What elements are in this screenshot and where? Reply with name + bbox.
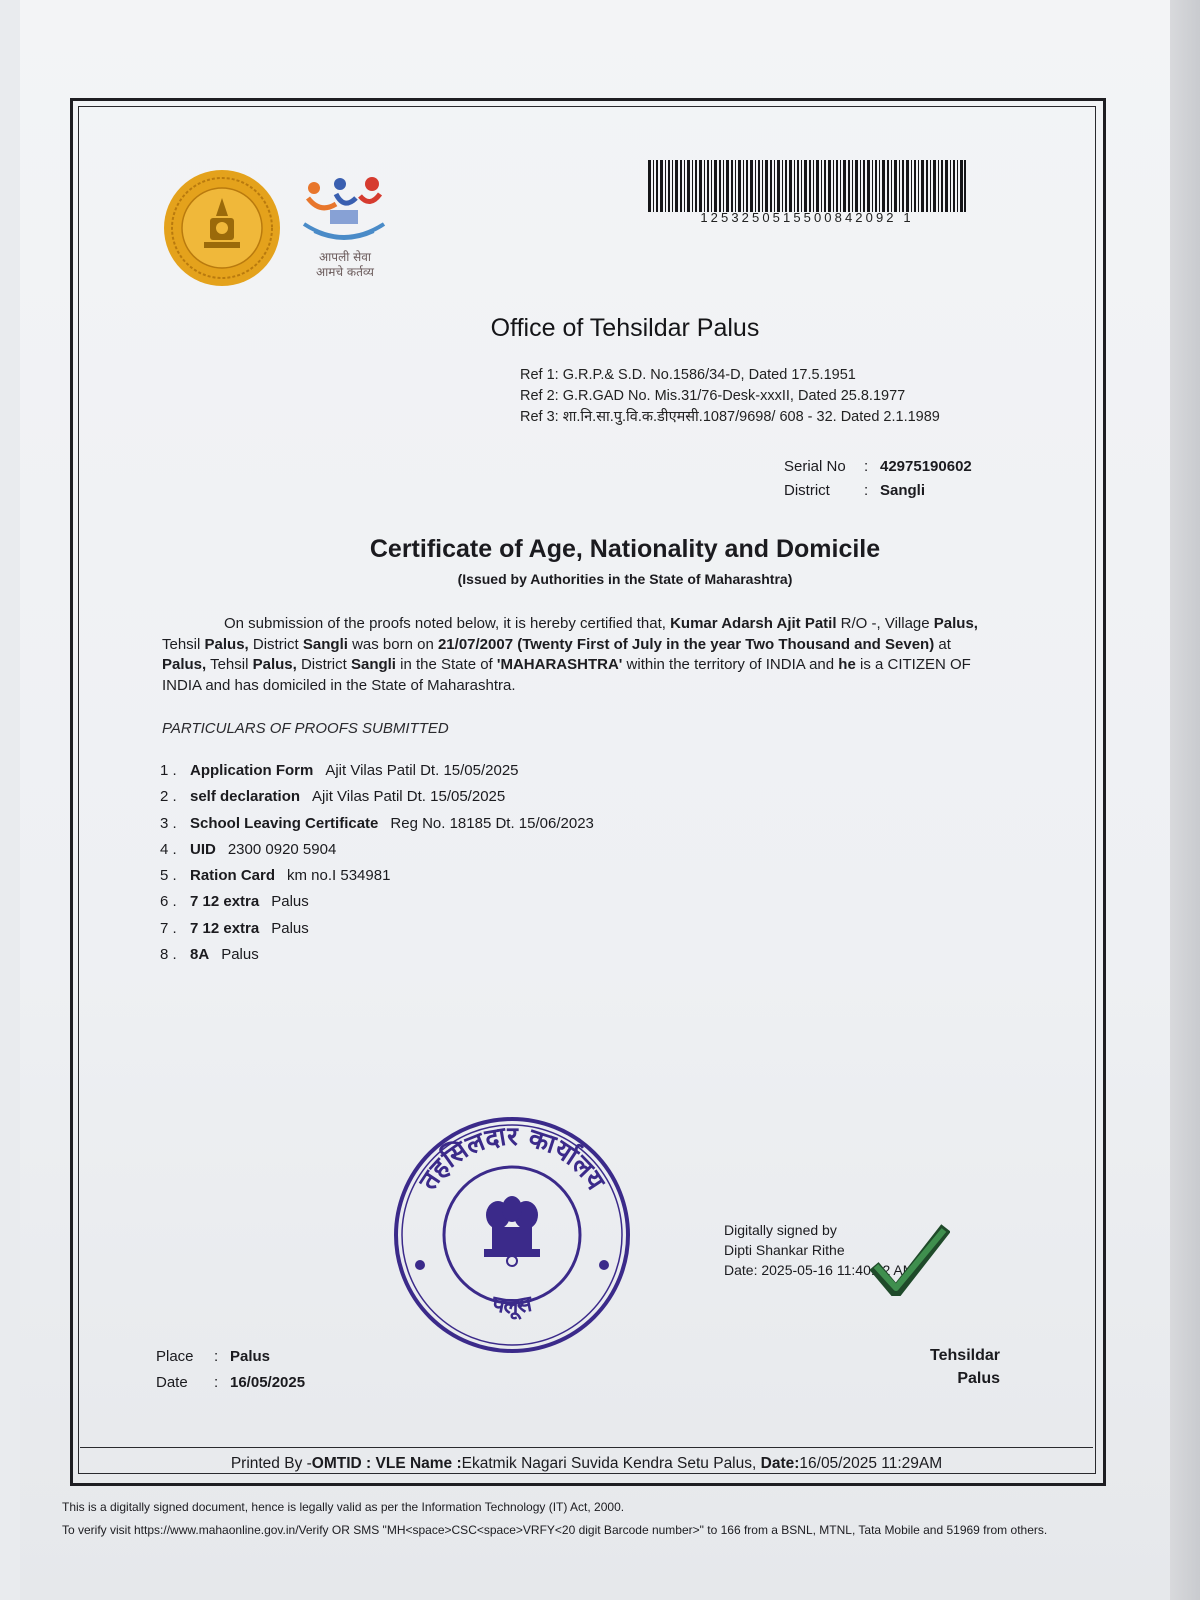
proof-name: School Leaving Certificate <box>190 814 379 832</box>
proof-name: 7 12 extra <box>190 919 260 937</box>
place-value: Palus <box>230 1348 271 1365</box>
para-text-6: at <box>934 635 951 653</box>
reference-3: Ref 3: शा.नि.सा.पु.वि.क.डीएमसी.1087/9698/ 608 - 32. Dated 2.1.1989 <box>520 409 940 425</box>
proof-item <box>160 762 594 788</box>
proof-number: 4 . <box>160 840 177 858</box>
certificate-subtitle: (Issued by Authorities in the State of Maharashtra) <box>457 571 793 587</box>
authority-place: Palus <box>957 1370 1000 1387</box>
proofs-list <box>160 762 594 972</box>
printed-by-label: Printed By - <box>230 1455 312 1472</box>
district-value: Sangli <box>880 482 926 499</box>
proof-item <box>160 946 594 972</box>
date-value: 16/05/2025 <box>230 1374 306 1391</box>
proof-item <box>160 867 594 893</box>
references <box>520 365 940 428</box>
office-title: Office of Tehsildar Palus <box>490 314 760 342</box>
tagline-line-2: आमचे कर्तव्य <box>316 265 374 279</box>
pronoun: he <box>838 656 856 673</box>
footer-line-2: To verify visit https://www.mahaonline.gov.in/Verify OR SMS "MH<space>CSC<space>VRFY<20 digit Barcode number>" to 166 from a BSNL, MTNL, Tata Mobile and 51969 from others. <box>62 1523 1048 1537</box>
proof-item <box>160 788 594 814</box>
village-name: Palus, <box>933 615 978 632</box>
printed-date-value: 16/05/2025 11:29AM <box>799 1455 943 1472</box>
tehsil-name: Palus, <box>204 635 249 653</box>
serial-label: Serial No <box>784 458 846 475</box>
proof-detail: Palus <box>271 893 309 911</box>
proof-name: Ration Card <box>190 867 276 885</box>
date-separator: : <box>214 1374 219 1391</box>
applicant-name: Kumar Adarsh Ajit Patil <box>670 615 837 632</box>
para-text-9: in the State of <box>395 656 497 673</box>
proof-number: 1 . <box>160 762 177 779</box>
aapli-seva-logo <box>300 174 388 246</box>
stamp-text-bottom: पलूस <box>489 1291 535 1320</box>
emblem-icon <box>484 1196 540 1266</box>
proof-item <box>160 920 594 946</box>
place-separator: : <box>214 1348 219 1365</box>
proof-detail: Ajit Vilas Patil Dt. 15/05/2025 <box>312 788 506 806</box>
para-text-2: R/O -, Village <box>836 615 934 632</box>
district-name: Sangli <box>302 635 348 653</box>
official-stamp <box>392 1115 632 1355</box>
proof-name: self declaration <box>190 788 301 806</box>
proof-name: UID <box>190 840 216 858</box>
proof-name: Application Form <box>190 762 314 779</box>
proof-number: 5 . <box>160 867 177 885</box>
stamp-text-top: तहसिलदार कार्यालय <box>413 1121 611 1196</box>
footer-line-1: This is a digitally signed document, hence is legally valid as per the Information Technology (IT) Act, 2000. <box>62 1500 625 1514</box>
printed-divider <box>80 1447 1093 1448</box>
proof-item <box>160 815 594 841</box>
aapli-seva-tagline <box>300 250 390 280</box>
serial-separator: : <box>864 458 869 475</box>
proof-number: 7 . <box>160 919 177 937</box>
check-icon <box>870 1222 950 1296</box>
para-text-5: was born on <box>347 635 438 653</box>
certification-paragraph <box>162 614 982 696</box>
authority-title: Tehsildar <box>930 1347 1000 1364</box>
proof-detail: km no.I 534981 <box>287 867 391 885</box>
proof-number: 6 . <box>160 893 177 911</box>
district-separator: : <box>864 482 869 499</box>
para-text-10: within the territory of INDIA and <box>622 656 839 673</box>
para-text-4: District <box>248 635 303 653</box>
state-name: 'MAHARASHTRA' <box>496 656 623 673</box>
district-label: District <box>784 482 830 499</box>
proof-detail: Ajit Vilas Patil Dt. 15/05/2025 <box>325 762 519 779</box>
proof-detail: Palus <box>221 946 259 964</box>
signature-line-1: Digitally signed by <box>724 1222 837 1238</box>
proof-detail: Reg No. 18185 Dt. 15/06/2023 <box>390 814 594 832</box>
certificate-title: Certificate of Age, Nationality and Domicile <box>369 535 881 563</box>
proof-number: 8 . <box>160 946 177 964</box>
printed-date-label: Date: <box>760 1455 800 1472</box>
vle-name: Ekatmik Nagari Suvida Kendra Setu Palus, <box>461 1455 761 1472</box>
proof-name: 7 12 extra <box>190 893 260 911</box>
birth-tehsil: Palus, <box>252 656 297 673</box>
serial-value: 42975190602 <box>880 458 972 475</box>
serial-district-block <box>784 455 972 503</box>
para-text-1: On submission of the proofs noted below, it is hereby certified that, <box>224 615 671 632</box>
printed-by-line <box>80 1455 1093 1473</box>
proof-name: 8A <box>190 946 210 964</box>
proofs-heading: PARTICULARS OF PROOFS SUBMITTED <box>162 720 449 737</box>
signature-line-2: Dipti Shankar Rithe <box>724 1242 845 1258</box>
date-label: Date <box>156 1374 188 1391</box>
para-text-3: Tehsil <box>162 635 205 653</box>
proof-item <box>160 841 594 867</box>
para-text-8: District <box>296 656 351 673</box>
birth-district: Sangli <box>350 656 396 673</box>
birth-place: Palus, <box>162 656 207 673</box>
date-of-birth: 21/07/2007 (Twenty First of July in the year Two Thousand and Seven) <box>437 635 935 653</box>
place-label: Place <box>156 1348 194 1365</box>
barcode-number: 1253250515500842092 1 <box>700 210 914 225</box>
place-date-block <box>156 1344 305 1396</box>
authority-block <box>900 1344 1000 1390</box>
para-text-7: Tehsil <box>206 656 253 673</box>
paper-edge <box>1170 0 1200 1600</box>
proof-number: 3 . <box>160 814 177 832</box>
omtid-label: OMTID : VLE Name : <box>311 1455 462 1472</box>
signature-line-3: Date: 2025-05-16 11:40:32 AM <box>724 1262 915 1278</box>
proof-item <box>160 893 594 919</box>
government-seal-logo <box>162 168 282 288</box>
para-text-11: is a CITIZEN OF INDIA and has domiciled in the State of Maharashtra. <box>162 656 971 694</box>
tagline-line-1: आपली सेवा <box>318 250 372 264</box>
barcode <box>648 160 966 212</box>
proof-number: 2 . <box>160 788 177 806</box>
proof-detail: Palus <box>271 919 309 937</box>
proof-detail: 2300 0920 5904 <box>227 840 337 858</box>
footer-note <box>62 1496 1112 1542</box>
reference-1: Ref 1: G.R.P.& S.D. No.1586/34-D, Dated 17.5.1951 <box>520 367 856 383</box>
reference-2: Ref 2: G.R.GAD No. Mis.31/76-Desk-xxxII, Dated 25.8.1977 <box>520 388 906 404</box>
